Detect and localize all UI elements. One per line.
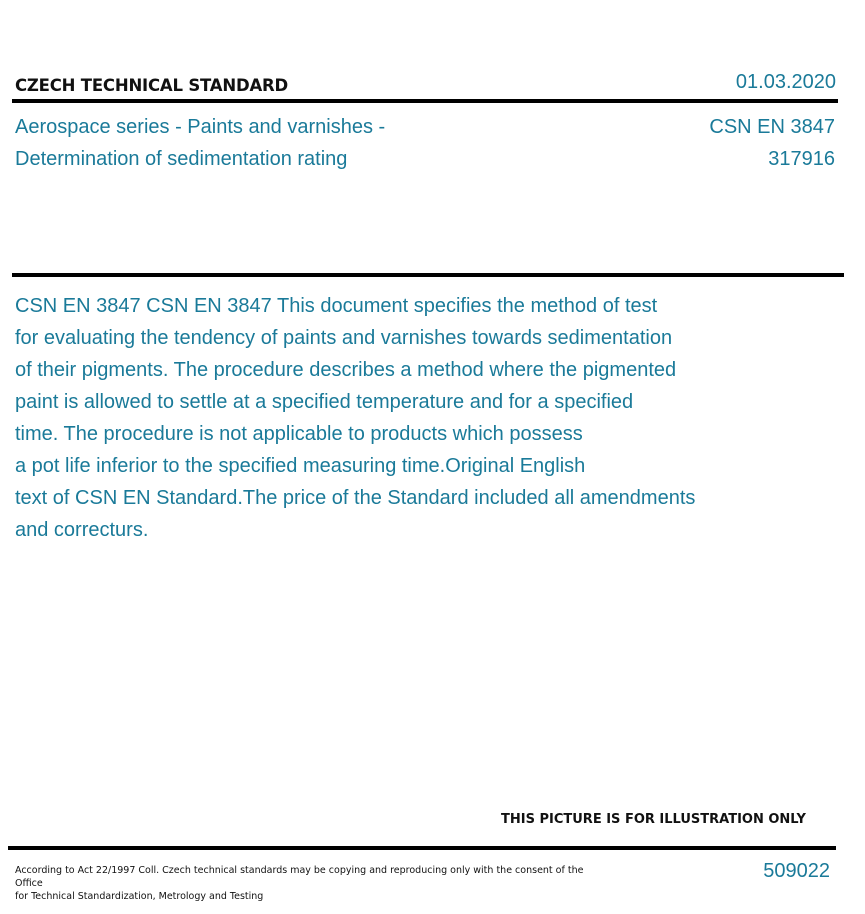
title-divider — [12, 273, 844, 277]
catalog-number: 317916 — [768, 148, 835, 170]
legal-note-line-1: According to Act 22/1997 Coll. Czech technical standards may be copying and reproducing only with the consent of the Office — [15, 865, 584, 889]
standard-type-heading: CZECH TECHNICAL STANDARD — [15, 76, 289, 95]
footer-divider — [8, 846, 836, 850]
header-divider — [12, 99, 838, 103]
document-title-line-1: Aerospace series - Paints and varnishes - — [15, 116, 386, 138]
footer-code: 509022 — [763, 860, 830, 882]
publication-date: 01.03.2020 — [735, 71, 836, 93]
standard-code: CSN EN 3847 — [709, 116, 835, 138]
document-title-line-2: Determination of sedimentation rating — [15, 148, 348, 170]
legal-note-line-2: for Technical Standardization, Metrology and Testing — [15, 891, 264, 902]
legal-note — [15, 864, 585, 903]
document-description: CSN EN 3847 CSN EN 3847 This document specifies the method of test for evaluating the tendency of paints and varnishes towards sedimentation of their pigments. The procedure describes a method where the pigmented paint is allowed to settle at a specified temperature and for a specified time. The procedure is not applicable to products which possess a pot life inferior to the specified measuring time.Original English text of CSN EN Standard.The price of the Standard included all amendments and correcturs. — [15, 295, 696, 541]
illustration-disclaimer: THIS PICTURE IS FOR ILLUSTRATION ONLY — [501, 812, 806, 827]
